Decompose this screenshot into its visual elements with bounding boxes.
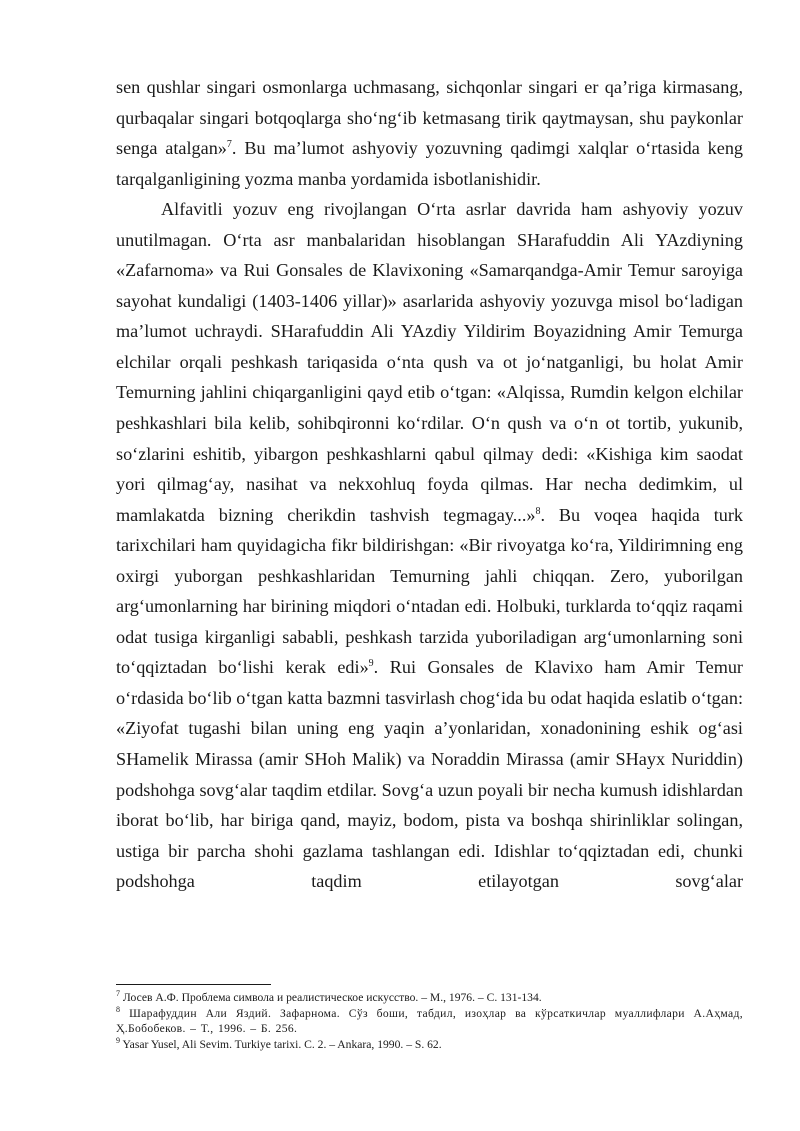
footnote-ref[interactable]: 7 xyxy=(226,139,232,151)
footnote-text: Шарафуддин Али Яздий. Зафарнома. Сўз боши, табдил, изоҳлар ва кўрсаткичлар муаллифлари А.Аҳмад, Ҳ.Бобобеков. – Т., 1996. – Б. 256. xyxy=(116,1006,743,1036)
paragraph-ashyoviy-yozuv xyxy=(116,194,743,897)
footnote-number: 8 xyxy=(116,1004,121,1014)
paragraph-text: Alfavitli yozuv eng rivojlangan O‘rta asrlar davrida ham ashyoviy yozuv unutilmagan. O‘rta asr manbalaridan hisoblangan SHarafuddin Ali YAzdiyning «Zafarnoma» va Rui Gonsales de Klavixoning «Samarqandga-Amir Temur saroyiga sayohat kundaligi (1403-1406 yillar)» asarlarida ashyoviy yozuvga misol bo‘ladigan ma’lumot uchraydi. SHarafuddin Ali YAzdiy Yildirim Boyazidning Amir Temurga elchilar orqali peshkash tariqasida o‘nta qush va ot jo‘natganligi, bu holat Amir Temurning jahlini chiqarganligini qayd etib o‘tgan: «Alqissa, Rumdin kelgon elchilar peshkashlari bila kelib, sohibqironni ko‘rdilar. O‘n qush va o‘n ot tortib, yukunib, so‘zlarini eshitib, yibargon peshkashlarni qabul qilmay dedi: «Kishiga kim saodat yori qilmag‘ay, nasihat va nekxohluq foyda qilmas. Har necha dedimkim, ul mamlakatda bizning cherikdin tashvish tegmagay...» xyxy=(116,199,743,525)
footnote-ref[interactable]: 9 xyxy=(368,658,374,670)
paragraph-text: sen qushlar singari osmonlarga uchmasang, sichqonlar singari er qa’riga kirmasang, qurbaqalar singari botqoqlarga sho‘ng‘ib ketmasang tirik qaytmaysan, shu paykonlar senga atalgan» xyxy=(116,77,743,159)
footnote-ref[interactable]: 8 xyxy=(535,505,541,517)
footnote-separator xyxy=(116,984,271,985)
footnote-7 xyxy=(116,990,743,1006)
paragraph-text: . Bu ma’lumot ashyoviy yozuvning qadimgi xalqlar o‘rtasida keng tarqalganligining yozma manba yordamida isbotlanishidir. xyxy=(116,138,744,189)
footnote-number: 7 xyxy=(116,989,120,998)
footnote-text: Лосев А.Ф. Проблема символа и реалистическое искусство. – М., 1976. – С. 131-134. xyxy=(122,991,542,1004)
paragraph-text: . Bu voqea haqida turk tarixchilari ham quyidagicha fikr bildirishgan: «Bir rivoyatga ko‘ra, Yildirimning eng oxirgi yuborgan peshkashlaridan Temurning jahli chiqqan. Zero, yuborilgan arg‘umonlarning har birining miqdori o‘ntadan edi. Holbuki, turklarda to‘qqiz raqami odat tusiga kirganligi sababli, peshkash tarzida yuboriladigan arg‘umonlarning soni to‘qqiztadan bo‘lishi kerak edi» xyxy=(116,504,743,678)
paragraph-continued xyxy=(116,72,743,194)
main-text xyxy=(116,72,743,897)
paragraph-text: . Rui Gonsales de Klavixo ham Amir Temur o‘rdasida bo‘lib o‘tgan katta bazmni tasvirlash chog‘ida bu odat haqida eslatib o‘tgan: «Ziyofat tugashi bilan uning eng yaqin a’yonlaridan, xonadonining eshik og‘asi SHamelik Mirassa (amir SHoh Malik) va Noraddin Mirassa (amir SHayx Nuriddin) podshohga sovg‘alar taqdim etdilar. Sovg‘a uzun poyali bir necha kumush idishlardan iborat bo‘lib, har biriga qand, mayiz, bodom, pista va boshqa shirinliklar solingan, ustiga bir parcha shohi gazlama tashlangan edi. Idishlar to‘qqiztadan edi, chunki podshohga taqdim etilayotgan sovg‘alar xyxy=(116,657,743,892)
footnotes xyxy=(116,990,743,1052)
footnote-8 xyxy=(116,1006,743,1037)
footnote-text: Yasar Yusel, Ali Sevim. Turkiye tarixi. C. 2. – Ankara, 1990. – S. 62. xyxy=(122,1037,442,1051)
footnote-9 xyxy=(116,1037,743,1053)
footnote-number: 9 xyxy=(116,1035,120,1045)
